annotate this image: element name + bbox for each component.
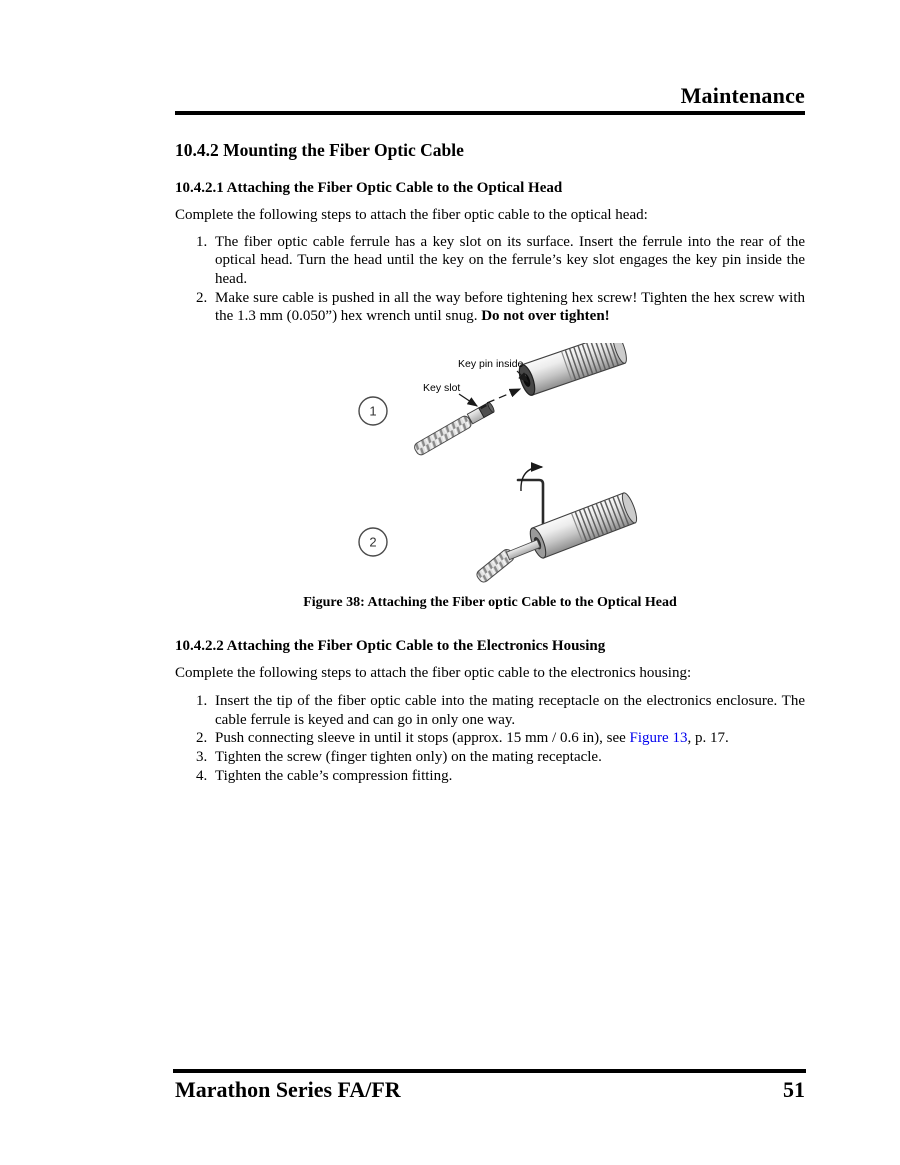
- step-text: [215, 729, 805, 748]
- step-text-normal: Make sure cable is pushed in all the way before tightening hex screw! Tighten the hex screw with the 1.3 mm (0.050”) hex wrench until snug.: [215, 289, 805, 325]
- footer-rule: [173, 1069, 806, 1073]
- step-number: 2.: [196, 289, 208, 306]
- step-text-warning: Do not over tighten!: [481, 308, 610, 325]
- step-number: 3.: [196, 749, 208, 766]
- insert-direction-arrow: [487, 389, 520, 403]
- subsection-heading-1: 10.4.2.1 Attaching the Fiber Optic Cable to the Optical Head: [175, 179, 563, 196]
- step-2-number: 2: [369, 534, 377, 550]
- optical-head-step1: [516, 343, 629, 397]
- key-slot-pointer-arrow: [459, 394, 477, 406]
- list-item: [175, 233, 805, 289]
- step-list-2: [175, 692, 805, 786]
- figure-38-illustration: [175, 343, 805, 593]
- page-footer: [175, 1077, 805, 1103]
- step-number: 2.: [196, 730, 208, 747]
- key-slot-label: Key slot: [423, 382, 461, 395]
- step-number: 1.: [196, 693, 208, 710]
- step-1-marker: [359, 397, 387, 425]
- step-number: 1.: [196, 233, 208, 250]
- step-text: [215, 289, 805, 326]
- step-text: Tighten the cable’s compression fitting.: [215, 767, 453, 784]
- chapter-title: Maintenance: [680, 83, 805, 108]
- key-pin-label: Key pin inside: [458, 358, 524, 371]
- intro-paragraph-1: Complete the following steps to attach the fiber optic cable to the optical head:: [175, 206, 648, 223]
- subsection-heading-2: 10.4.2.2 Attaching the Fiber Optic Cable to the Electronics Housing: [175, 638, 606, 655]
- list-item: [175, 748, 805, 767]
- cable-ferrule: [467, 402, 495, 424]
- step-list-1: [175, 233, 805, 327]
- figure-caption: Figure 38: Attaching the Fiber optic Cable to the Optical Head: [303, 595, 677, 611]
- intro-paragraph-2: Complete the following steps to attach the fiber optic cable to the electronics housing:: [175, 665, 692, 682]
- footer-product-name: Marathon Series FA/FR: [175, 1077, 401, 1102]
- list-item: [175, 767, 805, 786]
- step-text: The fiber optic cable ferrule has a key slot on its surface. Insert the ferrule into the rear of the optical head. Turn the head until the key on the ferrule’s key slot engages the key pin inside the head.: [215, 233, 805, 287]
- list-item: [175, 692, 805, 729]
- step-text: Insert the tip of the fiber optic cable into the mating receptacle on the electronics enclosure. The cable ferrule is keyed and can go in only one way.: [215, 693, 805, 728]
- step-1-number: 1: [369, 403, 377, 419]
- step-text: Tighten the screw (finger tighten only) on the mating receptacle.: [215, 749, 602, 766]
- fiber-cable-step1: [413, 402, 495, 457]
- list-item: [175, 729, 805, 748]
- step-text-normal: , p. 17.: [687, 730, 729, 747]
- figure-13-link[interactable]: Figure 13: [629, 730, 688, 747]
- step-text-normal: Push connecting sleeve in until it stops (approx. 15 mm / 0.6 in), see: [215, 730, 630, 747]
- section-heading: 10.4.2 Mounting the Fiber Optic Cable: [175, 139, 464, 160]
- list-item: [175, 289, 805, 326]
- cable-tip-inserted: [507, 540, 541, 560]
- footer-page-number: 51: [783, 1077, 805, 1102]
- step-2-marker: [359, 528, 387, 556]
- header-rule: [175, 111, 805, 115]
- step-number: 4.: [196, 767, 208, 784]
